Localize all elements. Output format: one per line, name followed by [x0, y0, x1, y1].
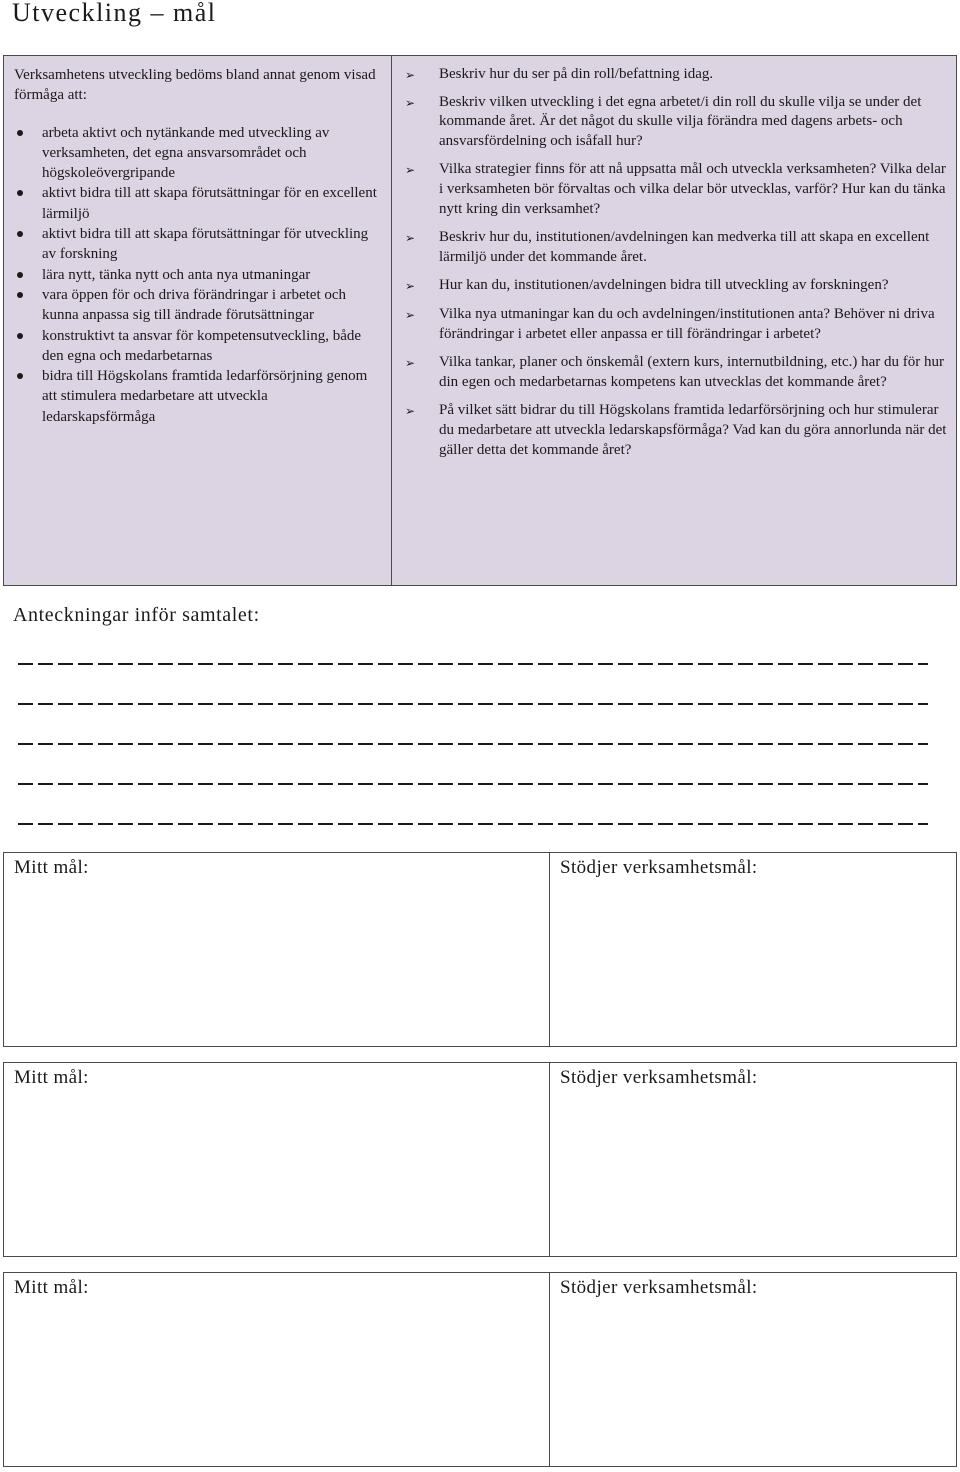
arrow-icon: ➢ — [405, 163, 416, 178]
notes-line[interactable] — [18, 743, 928, 745]
question-text: På vilket sätt bidrar du till Högskolans framtida ledarförsörjning och hur stimulerar du medarbetare att utveckla ledarskapsförmåga? Vad kan du göra annorlunda när det gäller detta det kommande året? — [439, 402, 947, 458]
question-item — [401, 160, 949, 219]
bullet-icon — [17, 373, 23, 379]
goal-box[interactable] — [3, 1062, 957, 1257]
notes-line[interactable] — [18, 663, 928, 665]
notes-line[interactable] — [18, 703, 928, 705]
bullet-icon — [17, 231, 23, 237]
criteria-text: aktivt bidra till att skapa förutsättningar för utveckling av forskning — [42, 226, 369, 263]
question-item — [401, 305, 949, 344]
arrow-icon: ➢ — [405, 95, 416, 110]
supports-goal-label: Stödjer verksamhetsmål: — [560, 857, 758, 878]
criteria-item — [14, 265, 384, 285]
question-text: Beskriv hur du ser på din roll/befattning idag. — [439, 66, 714, 82]
question-text: Vilka nya utmaningar kan du och avdelningen/institutionen anta? Behöver ni driva förändringar i arbetet eller anpassa er till förändringar i arbetet? — [439, 305, 935, 342]
bullet-icon — [17, 190, 23, 196]
question-item — [401, 353, 949, 392]
criteria-text: arbeta aktivt och nytänkande med utveckling av verksamheten, det egna ansvarsområdet och högskoleövergripande — [42, 124, 330, 182]
bullet-icon — [17, 272, 23, 278]
criteria-text: vara öppen för och driva förändringar i arbetet och kunna anpassa sig till ändrade förutsättningar — [42, 286, 347, 324]
arrow-icon: ➢ — [405, 68, 416, 82]
criteria-item — [14, 224, 384, 265]
criteria-item — [14, 366, 384, 427]
arrow-icon: ➢ — [405, 231, 416, 246]
criteria-text: bidra till Högskolans framtida ledarförsörjning genom att stimulera medarbetare att utveckla ledarskapsförmåga — [42, 368, 368, 425]
arrow-icon: ➢ — [405, 404, 416, 419]
question-item — [401, 65, 949, 85]
supports-goal-label: Stödjer verksamhetsmål: — [560, 1277, 758, 1298]
criteria-item — [14, 326, 384, 367]
supports-goal-label: Stödjer verksamhetsmål: — [560, 1067, 758, 1088]
intro-panel — [3, 55, 957, 586]
criteria-text: lära nytt, tänka nytt och anta nya utmaningar — [42, 266, 311, 283]
page-title: Utveckling – mål — [12, 0, 217, 27]
arrow-icon: ➢ — [405, 279, 416, 294]
questions-column — [401, 65, 949, 469]
criteria-lead: Verksamhetens utveckling bedöms bland annat genom visad förmåga att: — [14, 67, 376, 104]
question-item — [401, 401, 949, 460]
question-text: Hur kan du, institutionen/avdelningen bidra till utveckling av forskningen? — [439, 277, 889, 294]
goal-divider — [549, 853, 550, 1046]
goal-divider — [549, 1063, 550, 1256]
criteria-item — [14, 183, 384, 224]
goal-box[interactable] — [3, 1272, 957, 1467]
questions-list — [401, 65, 949, 460]
criteria-text: aktivt bidra till att skapa förutsättningar för en excellent lärmiljö — [42, 185, 377, 222]
question-item — [401, 276, 949, 296]
arrow-icon: ➢ — [405, 356, 416, 371]
criteria-item — [14, 285, 384, 326]
intro-divider — [391, 56, 392, 585]
question-text: Beskriv hur du, institutionen/avdelningen kan medverka till att skapa en excellent lärmiljö under det kommande året. — [439, 229, 930, 265]
question-text: Vilka strategier finns för att nå uppsatta mål och utveckla verksamheten? Vilka delar i verksamheten bör förvaltas och vilka delar bör utvecklas, varför? Hur kan du tänka nytt kring din verksamhet? — [439, 161, 946, 217]
my-goal-label: Mitt mål: — [14, 1067, 89, 1088]
bullet-icon — [17, 130, 23, 136]
bullet-icon — [17, 333, 23, 339]
question-item — [401, 93, 949, 152]
goal-divider — [549, 1273, 550, 1466]
criteria-text: konstruktivt ta ansvar för kompetensutveckling, både den egna och medarbetarnas — [42, 327, 362, 364]
question-item — [401, 228, 949, 267]
notes-line[interactable] — [18, 823, 928, 825]
criteria-item — [14, 123, 384, 184]
question-text: Vilka tankar, planer och önskemål (extern kurs, internutbildning, etc.) har du för hur din egen och medarbetarnas kompetens kan utvecklas det kommande året? — [439, 354, 945, 390]
my-goal-label: Mitt mål: — [14, 857, 89, 878]
bullet-icon — [17, 292, 23, 298]
notes-line[interactable] — [18, 783, 928, 785]
arrow-icon: ➢ — [405, 307, 416, 322]
my-goal-label: Mitt mål: — [14, 1277, 89, 1298]
criteria-list — [14, 123, 384, 427]
criteria-column — [14, 65, 384, 427]
question-text: Beskriv vilken utveckling i det egna arbetet/i din roll du skulle vilja se under det kommande året. Är det något du skulle vilja förändra med dagens arbets- och ansvarsfördelning och isåfall hur? — [439, 93, 922, 149]
notes-heading: Anteckningar inför samtalet: — [13, 604, 260, 626]
goal-box[interactable] — [3, 852, 957, 1047]
